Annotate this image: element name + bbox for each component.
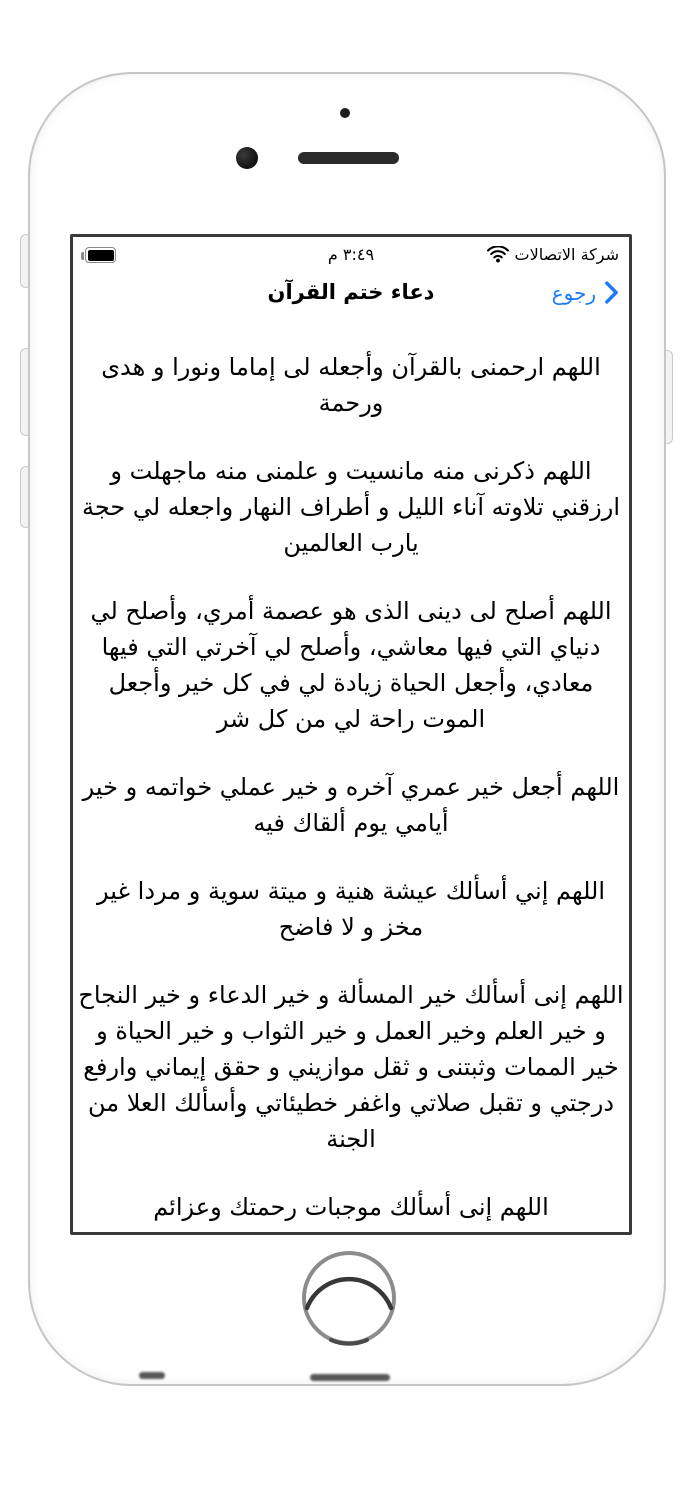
battery-icon	[85, 247, 116, 263]
bottom-edge-mark	[310, 1374, 390, 1381]
back-button-label: رجوع	[551, 280, 596, 305]
prayer-paragraph: اللهم أجعل خير عمري آخره و خير عملي خواتمه و خير أيامي يوم ألقاك فيه	[82, 773, 620, 837]
back-button[interactable]	[552, 280, 619, 305]
carrier-group	[487, 245, 619, 264]
prayer-paragraph: اللهم إنى أسألك خير المسألة و خير الدعاء و خير النجاح و خير العلم وخير العمل و خير الثواب و خير الحياة و خير الممات وثبتنى و ثقل موازيني و حقق إيماني وارفع درجتي و تقبل صلاتي واغفر خطيئاتي وأسألك العلا من الجنة	[78, 981, 624, 1153]
bottom-edge-mark	[139, 1372, 165, 1379]
prayer-paragraph: اللهم ذكرنى منه مانسيت و علمنى منه ماجهلت و ارزقني تلاوته آناء الليل و أطراف النهار واجعله لي حجة يارب العالمين	[82, 457, 620, 557]
prayer-paragraph: اللهم ارحمنى بالقرآن وأجعله لى إماما ونورا و هدى ورحمة	[101, 353, 601, 417]
earpiece-speaker	[298, 152, 399, 164]
chevron-right-icon	[604, 280, 619, 305]
prayer-paragraph: اللهم إنى أسألك موجبات رحمتك وعزائم	[153, 1193, 549, 1221]
battery-nub	[81, 252, 84, 260]
status-bar	[81, 243, 621, 271]
carrier-label: شركة الاتصالات	[514, 245, 619, 264]
wifi-icon	[487, 246, 509, 263]
prayer-paragraph: اللهم إني أسألك عيشة هنية و ميتة سوية و مردا غير مخز و لا فاضح	[96, 877, 605, 941]
front-camera-icon	[236, 147, 258, 169]
screen	[70, 234, 632, 1235]
battery-fill	[88, 250, 114, 261]
prayer-content[interactable]	[76, 349, 626, 1232]
proximity-sensor-dot	[340, 108, 350, 118]
page-title: دعاء ختم القرآن	[267, 280, 435, 304]
status-time: ٣:٤٩ م	[327, 245, 375, 264]
nav-bar	[81, 273, 621, 315]
home-button[interactable]	[301, 1250, 397, 1346]
prayer-paragraph: اللهم أصلح لى دينى الذى هو عصمة أمري، وأصلح لي دنياي التي فيها معاشي، وأصلح لي آخرتي التي فيها معادي، وأجعل الحياة زيادة لي في كل خير وأجعل الموت راحة لي من كل شر	[90, 597, 612, 733]
phone-frame	[28, 72, 666, 1386]
